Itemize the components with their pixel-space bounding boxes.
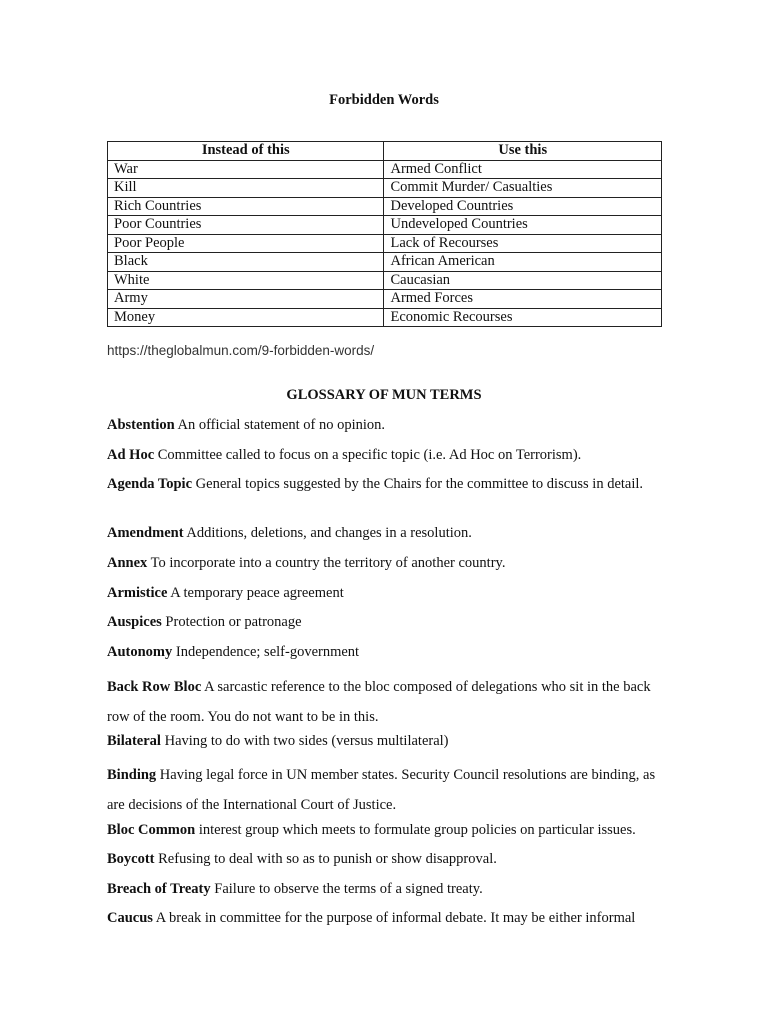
- glossary-entry-abstention: [107, 415, 663, 435]
- glossary-term: Bloc Common: [107, 822, 196, 838]
- table-row: [108, 308, 662, 327]
- glossary-term: Auspices: [107, 614, 162, 630]
- replacement-word: Commit Murder/ Casualties: [384, 179, 662, 198]
- forbidden-word: Black: [108, 253, 384, 272]
- glossary-definition: Refusing to deal with so as to punish or show disapproval.: [158, 851, 497, 867]
- glossary-definition: Additions, deletions, and changes in a resolution.: [186, 525, 472, 541]
- glossary-entry-ad-hoc: [107, 445, 663, 465]
- glossary-term: Breach of Treaty: [107, 881, 211, 897]
- glossary-definition: To incorporate into a country the territory of another country.: [150, 555, 506, 571]
- forbidden-word: Money: [108, 308, 384, 327]
- glossary-definition: General topics suggested by the Chairs for the committee to discuss in detail.: [195, 476, 644, 492]
- glossary-entry-breach-of-treaty: [107, 879, 663, 899]
- replacement-word: Armed Conflict: [384, 160, 662, 179]
- glossary-definition: A break in committee for the purpose of informal debate. It may be either informal: [155, 910, 636, 926]
- glossary-definition: interest group which meets to formulate group policies on particular issues.: [198, 822, 636, 838]
- glossary-term: Autonomy: [107, 644, 173, 660]
- glossary-term: Boycott: [107, 851, 155, 867]
- forbidden-word: Kill: [108, 179, 384, 198]
- glossary-entry-auspices: [107, 612, 663, 632]
- glossary-entry-armistice: [107, 583, 663, 603]
- glossary-entry-autonomy: [107, 642, 663, 662]
- glossary-title: GLOSSARY OF MUN TERMS: [286, 387, 482, 403]
- replacement-word: Caucasian: [384, 271, 662, 290]
- glossary-entry-binding: [107, 760, 663, 820]
- table-row: [108, 216, 662, 235]
- forbidden-words-title: Forbidden Words: [329, 92, 439, 108]
- glossary-entry-bloc-common: [107, 820, 663, 840]
- glossary-definition: Independence; self-government: [175, 644, 360, 660]
- forbidden-word: Poor People: [108, 234, 384, 253]
- glossary-term: Binding: [107, 767, 157, 783]
- glossary-term: Annex: [107, 555, 148, 571]
- replacement-word: Armed Forces: [384, 290, 662, 309]
- glossary-entry-back-row-bloc: [107, 672, 663, 732]
- glossary-term: Amendment: [107, 525, 184, 541]
- header-use-this: Use this: [384, 142, 662, 161]
- forbidden-word: White: [108, 271, 384, 290]
- glossary-term: Agenda Topic: [107, 476, 193, 492]
- glossary-definition: Failure to observe the terms of a signed treaty.: [214, 881, 483, 897]
- replacement-word: Lack of Recourses: [384, 234, 662, 253]
- forbidden-word: Rich Countries: [108, 197, 384, 216]
- glossary-term: Ad Hoc: [107, 447, 155, 463]
- replacement-word: African American: [384, 253, 662, 272]
- glossary-entry-bilateral: [107, 731, 663, 751]
- glossary-entry-agenda-topic: [107, 474, 663, 494]
- table-header-row: [108, 142, 662, 161]
- table-row: [108, 179, 662, 198]
- table-row: [108, 271, 662, 290]
- replacement-word: Economic Recourses: [384, 308, 662, 327]
- table-row: [108, 197, 662, 216]
- glossary-definition: Protection or patronage: [165, 614, 302, 630]
- table-row: [108, 234, 662, 253]
- glossary-term: Armistice: [107, 585, 168, 601]
- table-row: [108, 253, 662, 272]
- glossary-entry-caucus: [107, 908, 663, 928]
- glossary-definition: Having to do with two sides (versus multilateral): [164, 733, 449, 749]
- glossary-entry-amendment: [107, 523, 663, 543]
- glossary-term: Abstention: [107, 417, 175, 433]
- glossary-term: Back Row Bloc: [107, 679, 202, 695]
- table-row: [108, 160, 662, 179]
- forbidden-words-table: [107, 141, 662, 327]
- glossary-definition: A temporary peace agreement: [170, 585, 344, 601]
- source-url: https://theglobalmun.com/9-forbidden-words/: [107, 343, 375, 358]
- table-row: [108, 290, 662, 309]
- forbidden-word: War: [108, 160, 384, 179]
- glossary-definition: Committee called to focus on a specific topic (i.e. Ad Hoc on Terrorism).: [157, 447, 582, 463]
- glossary-definition: Having legal force in UN member states. Security Council resolutions are binding, as are decisions of the International Court of Justice.: [107, 767, 656, 813]
- replacement-word: Undeveloped Countries: [384, 216, 662, 235]
- glossary-definition: An official statement of no opinion.: [177, 417, 386, 433]
- glossary-term: Bilateral: [107, 733, 161, 749]
- forbidden-word: Army: [108, 290, 384, 309]
- glossary-definition: A sarcastic reference to the bloc composed of delegations who sit in the back row of the room. You do not want to be in this.: [107, 679, 651, 725]
- header-instead-of-this: Instead of this: [108, 142, 384, 161]
- forbidden-word: Poor Countries: [108, 216, 384, 235]
- glossary-entry-annex: [107, 553, 663, 573]
- glossary-entry-boycott: [107, 849, 663, 869]
- replacement-word: Developed Countries: [384, 197, 662, 216]
- glossary-term: Caucus: [107, 910, 153, 926]
